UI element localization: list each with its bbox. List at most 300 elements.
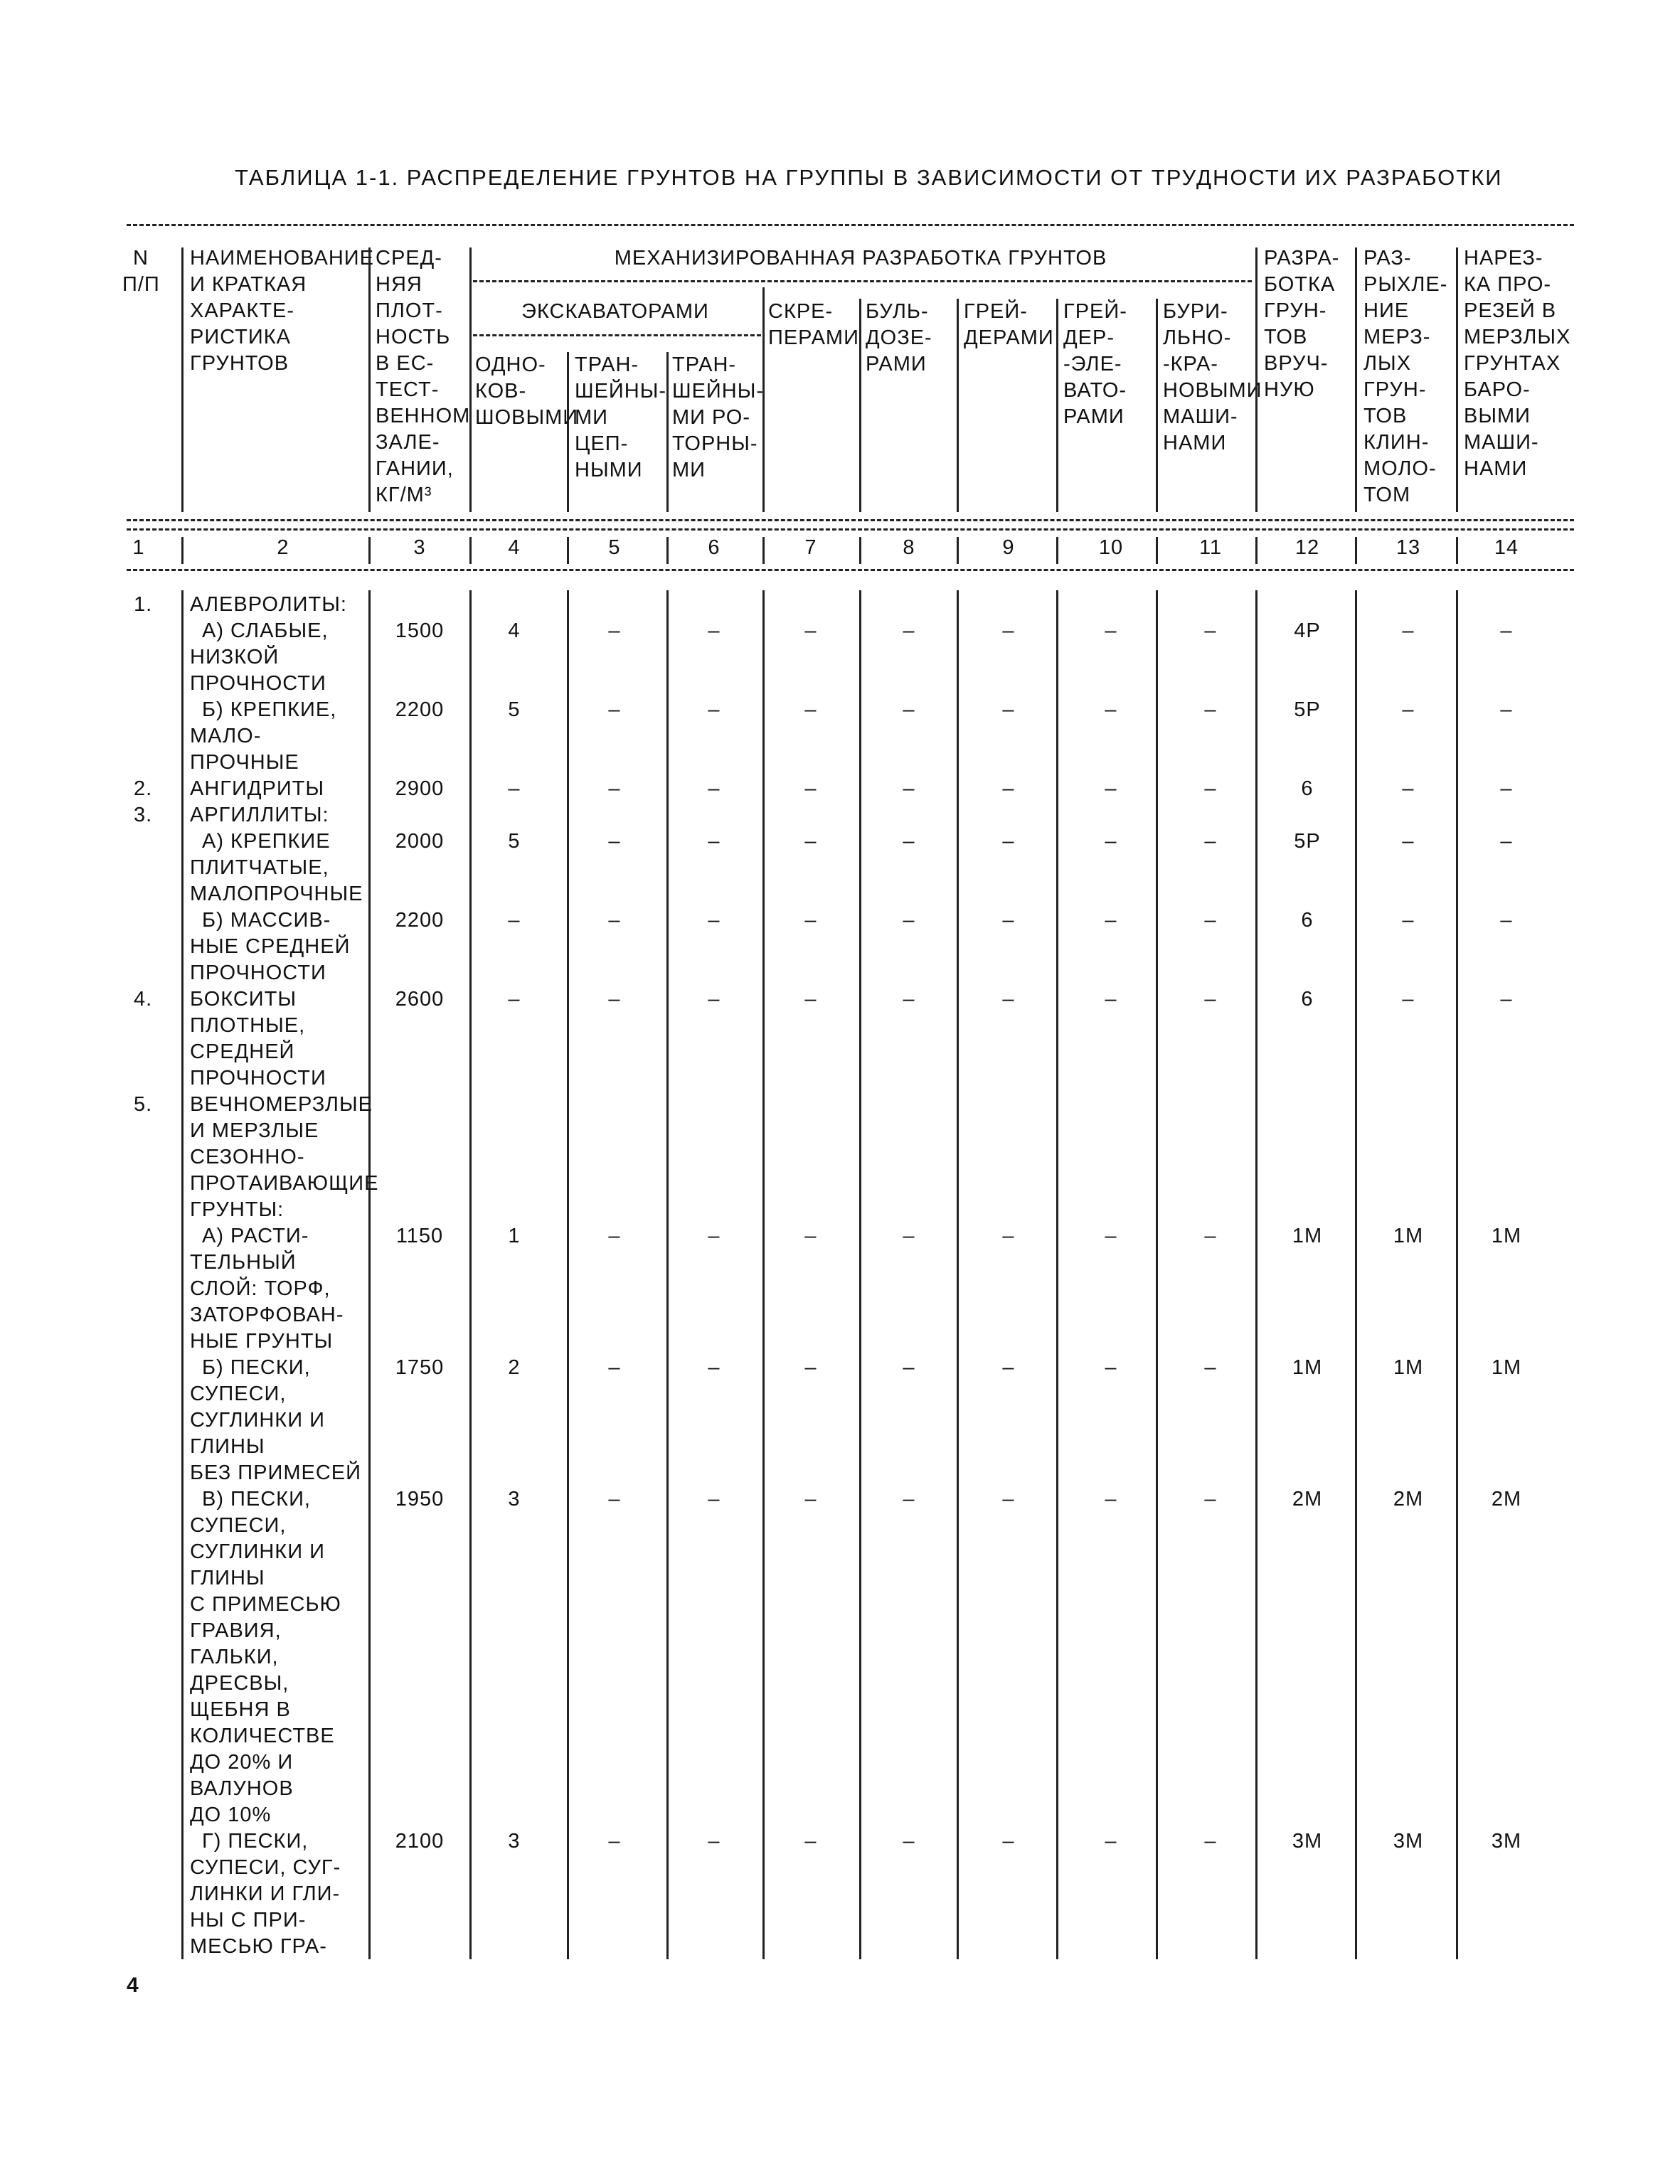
header-divider <box>1456 247 1458 512</box>
row-value: – <box>708 1488 721 1511</box>
row-value: – <box>508 988 521 1011</box>
row-value: – <box>903 909 915 932</box>
header-col4-line: ШОВЫМИ <box>475 406 579 429</box>
row-value: – <box>903 1830 915 1853</box>
row-number: 2. <box>134 777 153 800</box>
header-excavators: ЭКСКАВАТОРАМИ <box>521 300 709 323</box>
header-col1-line: N <box>133 247 149 270</box>
row-value: – <box>1105 988 1117 1011</box>
number-divider <box>1056 537 1058 564</box>
body-divider <box>1456 590 1458 1959</box>
header-col12-line: РАЗРА- <box>1264 247 1340 270</box>
body-divider <box>1355 590 1357 1959</box>
row-value: – <box>804 698 817 721</box>
row-value: – <box>608 1356 621 1379</box>
header-col13-line: ТОМ <box>1363 484 1411 506</box>
row-value: – <box>1500 830 1513 853</box>
row-value: – <box>903 777 915 800</box>
body-divider <box>181 590 184 1959</box>
header-col5-line: ЦЕП- <box>575 432 629 455</box>
row-value: – <box>1002 698 1015 721</box>
header-col14-line: НАРЕЗ- <box>1464 247 1543 270</box>
header-col12-line: ТОВ <box>1264 326 1308 348</box>
page-number: 4 <box>127 1973 139 1997</box>
row-value: – <box>608 830 621 853</box>
header-col4-line: ОДНО- <box>475 353 546 376</box>
row-value: – <box>608 1488 621 1511</box>
row-value: – <box>1002 777 1015 800</box>
row-name-line: КОЛИЧЕСТВЕ <box>190 1725 335 1747</box>
row-name-line: ВАЛУНОВ <box>190 1777 294 1800</box>
body-divider <box>666 590 669 1959</box>
row-value: – <box>804 619 817 642</box>
header-col11-line: МАШИ- <box>1163 405 1238 428</box>
number-divider <box>469 537 472 564</box>
row-value: – <box>608 988 621 1011</box>
header-col14-line: КА ПРО- <box>1464 273 1552 296</box>
row-value: – <box>1105 1830 1117 1853</box>
row-value: – <box>1402 909 1415 932</box>
row-value: – <box>903 619 915 642</box>
row-value: – <box>708 830 721 853</box>
row-value: – <box>804 777 817 800</box>
row-name-line: ПРОТАИВАЮЩИЕ <box>190 1172 379 1195</box>
rule-top <box>127 224 1574 226</box>
number-divider <box>666 537 669 564</box>
header-col11-line: -КРА- <box>1163 353 1218 375</box>
header-col3-line: ЗАЛЕ- <box>376 431 440 454</box>
row-name-line: ПЛОТНЫЕ, <box>190 1014 306 1037</box>
number-divider <box>1156 537 1158 564</box>
row-value: – <box>508 909 521 932</box>
header-col3-line: ВЕННОМ <box>376 405 471 427</box>
header-col9-line: ДЕРАМИ <box>964 326 1054 349</box>
header-divider <box>957 299 959 512</box>
row-value: 6 <box>1301 909 1314 932</box>
header-col3-line: ГАНИИ, <box>376 457 454 480</box>
row-number: 5. <box>134 1093 153 1116</box>
row-name-line: НИЗКОЙ <box>190 646 280 668</box>
header-divider <box>666 352 669 512</box>
header-col13-line: КЛИН- <box>1363 431 1430 454</box>
row-value: 3М <box>1292 1830 1323 1853</box>
header-col6-line: ТРАН- <box>672 353 737 376</box>
row-value: – <box>1002 1830 1015 1853</box>
row-name-line: ГЛИНЫ <box>190 1567 265 1589</box>
row-value: 5 <box>508 698 521 721</box>
row-name-line: НЫЕ ГРУНТЫ <box>190 1330 334 1353</box>
row-value: 1М <box>1292 1356 1323 1379</box>
body-divider <box>469 590 472 1959</box>
row-value: – <box>1204 830 1217 853</box>
row-name-line: ДО 10% <box>190 1804 272 1826</box>
row-value: 6 <box>1301 777 1314 800</box>
row-name-line: СУПЕСИ, <box>190 1514 287 1537</box>
row-value: 1950 <box>395 1488 445 1511</box>
row-value: – <box>708 1225 721 1247</box>
row-value: – <box>508 777 521 800</box>
number-divider <box>1355 537 1357 564</box>
row-value: – <box>708 1830 721 1853</box>
row-name-line: СЛОЙ: ТОРФ, <box>190 1277 331 1300</box>
header-col14-line: МЕРЗЛЫХ <box>1464 326 1571 348</box>
header-col5-line: МИ <box>575 406 609 429</box>
row-value: 1150 <box>395 1225 444 1247</box>
header-col10-line: ГРЕЙ- <box>1063 300 1127 323</box>
row-value: – <box>1500 909 1513 932</box>
rule-excav-under <box>473 334 761 336</box>
row-value: – <box>804 1225 817 1247</box>
row-value: – <box>903 1356 915 1379</box>
row-value: – <box>1105 830 1117 853</box>
header-col14-line: ВЫМИ <box>1464 405 1531 427</box>
header-divider <box>762 299 765 512</box>
header-divider <box>762 287 765 302</box>
row-name-line: Б) ПЕСКИ, <box>202 1356 311 1379</box>
row-name-line: ПЛИТЧАТЫЕ, <box>190 856 329 879</box>
column-number: 10 <box>1098 536 1124 559</box>
row-name-line: ГРАВИЯ, <box>190 1619 282 1642</box>
row-name-line: ГРУНТЫ: <box>190 1198 285 1221</box>
row-name-line: А) РАСТИ- <box>202 1225 309 1247</box>
header-col14-line: ГРУНТАХ <box>1464 352 1561 375</box>
header-col12-line: ВРУЧ- <box>1264 352 1329 375</box>
number-divider <box>1456 537 1458 564</box>
body-divider <box>368 590 371 1959</box>
header-col1-line: П/П <box>122 273 160 296</box>
row-value: 2М <box>1393 1488 1424 1511</box>
row-value: – <box>804 830 817 853</box>
column-number: 11 <box>1198 536 1223 559</box>
row-number: 1. <box>134 593 153 616</box>
column-number: 1 <box>132 536 145 559</box>
row-value: – <box>1204 777 1217 800</box>
header-col11-line: НОВЫМИ <box>1163 379 1262 402</box>
header-col13-line: ГРУН- <box>1363 378 1427 401</box>
header-divider <box>859 299 861 512</box>
row-name-line: ЗАТОРФОВАН- <box>190 1304 344 1326</box>
row-name-line: БОКСИТЫ <box>190 988 297 1011</box>
row-name-line: С ПРИМЕСЬЮ <box>190 1593 341 1616</box>
header-col13-line: ТОВ <box>1363 405 1408 427</box>
row-name-line: НЫЕ СРЕДНЕЙ <box>190 935 351 958</box>
column-number: 9 <box>1002 536 1015 559</box>
row-value: 3 <box>508 1488 521 1511</box>
row-value: 2 <box>508 1356 521 1379</box>
number-divider <box>859 537 861 564</box>
row-value: 1 <box>508 1225 521 1247</box>
row-value: – <box>1204 988 1217 1011</box>
header-divider <box>1156 299 1158 512</box>
row-value: – <box>608 1830 621 1853</box>
header-col6-line: МИ <box>672 459 706 481</box>
header-col3-line: ТЕСТ- <box>376 378 440 401</box>
header-col2-line: ГРУНТОВ <box>190 352 289 375</box>
header-col5-line: ТРАН- <box>575 353 639 376</box>
column-number: 8 <box>903 536 915 559</box>
header-mechanized: МЕХАНИЗИРОВАННАЯ РАЗРАБОТКА ГРУНТОВ <box>614 247 1107 270</box>
header-col12-line: БОТКА <box>1264 273 1336 296</box>
header-divider <box>181 247 184 512</box>
row-value: – <box>708 777 721 800</box>
row-value: 2100 <box>395 1830 445 1853</box>
header-col8-line: РАМИ <box>866 353 927 375</box>
row-value: – <box>804 988 817 1011</box>
row-name-line: НЫ С ПРИ- <box>190 1909 307 1932</box>
row-value: – <box>708 1356 721 1379</box>
header-col14-line: НАМИ <box>1464 457 1528 480</box>
header-col2-line: ХАРАКТЕ- <box>190 299 295 322</box>
row-name-line: АРГИЛЛИТЫ: <box>190 804 329 826</box>
number-divider <box>957 537 959 564</box>
header-col13-line: ЛЫХ <box>1363 352 1412 375</box>
row-value: – <box>1204 619 1217 642</box>
row-value: – <box>1002 988 1015 1011</box>
row-value: – <box>903 1488 915 1511</box>
body-divider <box>1156 590 1158 1959</box>
row-name-line: ПРОЧНОСТИ <box>190 962 326 984</box>
header-col7-line: СКРЕ- <box>768 300 834 323</box>
header-col10-line: РАМИ <box>1063 405 1125 428</box>
column-number: 12 <box>1294 536 1320 559</box>
header-col6-line: МИ РО- <box>672 406 750 429</box>
header-col14-line: РЕЗЕЙ В <box>1464 299 1557 322</box>
number-divider <box>181 537 184 564</box>
header-col6-line: ТОРНЫ- <box>672 432 758 455</box>
row-name-line: СУГЛИНКИ И <box>190 1540 325 1563</box>
header-col10-line: ДЕР- <box>1063 326 1115 349</box>
header-col14-line: МАШИ- <box>1464 431 1539 454</box>
rule-header-bottom-2 <box>127 528 1574 531</box>
header-col3-line: НЯЯ <box>376 273 422 296</box>
row-value: – <box>1500 619 1513 642</box>
row-name-line: ТЕЛЬНЫЙ <box>190 1251 297 1274</box>
row-value: – <box>608 698 621 721</box>
row-value: – <box>804 909 817 932</box>
body-divider <box>859 590 861 1959</box>
row-value: 4 <box>508 619 521 642</box>
row-name-line: ДО 20% И <box>190 1751 294 1774</box>
column-number: 5 <box>608 536 621 559</box>
row-value: – <box>1002 909 1015 932</box>
header-col13-line: НИЕ <box>1363 299 1410 322</box>
row-name-line: АНГИДРИТЫ <box>190 777 325 800</box>
header-col9-line: ГРЕЙ- <box>964 300 1028 323</box>
header-col11-line: БУРИ- <box>1163 300 1228 323</box>
row-value: – <box>1002 1488 1015 1511</box>
header-col3-line: СРЕД- <box>376 247 442 270</box>
row-value: 1М <box>1292 1225 1323 1247</box>
row-value: – <box>608 909 621 932</box>
row-value: 2200 <box>395 909 445 932</box>
row-name-line: МЕСЬЮ ГРА- <box>190 1935 327 1958</box>
header-col8-line: БУЛЬ- <box>866 300 929 323</box>
row-value: 3 <box>508 1830 521 1853</box>
row-value: 1М <box>1393 1356 1424 1379</box>
row-name-line: ЩЕБНЯ В <box>190 1698 291 1721</box>
row-value: – <box>608 619 621 642</box>
row-value: – <box>1105 1488 1117 1511</box>
row-value: – <box>903 1225 915 1247</box>
header-col7-line: ПЕРАМИ <box>768 326 859 349</box>
row-value: – <box>1402 698 1415 721</box>
row-value: – <box>804 1356 817 1379</box>
row-value: – <box>1002 830 1015 853</box>
row-value: – <box>1402 830 1415 853</box>
row-name-line: Г) ПЕСКИ, <box>202 1830 309 1853</box>
row-value: – <box>1105 777 1117 800</box>
header-col8-line: ДОЗЕ- <box>866 326 932 349</box>
row-value: 1750 <box>395 1356 445 1379</box>
header-col10-line: ВАТО- <box>1063 379 1127 402</box>
header-col5-line: НЫМИ <box>575 459 643 481</box>
row-value: – <box>608 777 621 800</box>
row-value: – <box>1105 698 1117 721</box>
row-number: 3. <box>134 804 153 826</box>
row-value: 5Р <box>1294 698 1321 721</box>
header-divider <box>1056 299 1058 512</box>
row-name-line: МАЛОПРОЧНЫЕ <box>190 883 363 905</box>
row-value: – <box>1002 619 1015 642</box>
row-name-line: ГАЛЬКИ, <box>190 1646 279 1668</box>
row-name-line: АЛЕВРОЛИТЫ: <box>190 593 347 616</box>
row-value: – <box>1105 619 1117 642</box>
column-number: 4 <box>508 536 521 559</box>
row-value: – <box>708 909 721 932</box>
row-name-line: Б) КРЕПКИЕ, <box>202 698 337 721</box>
row-name-line: БЕЗ ПРИМЕСЕЙ <box>190 1461 361 1484</box>
row-value: – <box>1105 1225 1117 1247</box>
rule-header-bottom <box>127 519 1574 521</box>
row-value: – <box>608 1225 621 1247</box>
row-value: – <box>1402 619 1415 642</box>
row-value: – <box>1204 1488 1217 1511</box>
row-value: 2600 <box>395 988 445 1011</box>
row-name-line: СУГЛИНКИ И <box>190 1409 325 1432</box>
header-col10-line: -ЭЛЕ- <box>1063 353 1122 375</box>
row-value: 5 <box>508 830 521 853</box>
header-divider <box>1355 247 1357 512</box>
header-col12-line: НУЮ <box>1264 378 1315 401</box>
row-value: 4Р <box>1294 619 1321 642</box>
header-divider <box>567 352 569 512</box>
row-value: – <box>1500 698 1513 721</box>
row-value: – <box>1204 909 1217 932</box>
row-name-line: СРЕДНЕЙ <box>190 1040 295 1063</box>
row-name-line: ПРОЧНЫЕ <box>190 751 299 774</box>
column-number: 13 <box>1395 536 1421 559</box>
header-col11-line: НАМИ <box>1163 432 1227 454</box>
header-col2-line: НАИМЕНОВАНИЕ <box>190 247 374 270</box>
row-value: – <box>1402 988 1415 1011</box>
row-value: – <box>708 619 721 642</box>
row-value: – <box>708 698 721 721</box>
row-value: 2000 <box>395 830 445 853</box>
number-divider <box>762 537 765 564</box>
row-name-line: ДРЕСВЫ, <box>190 1672 289 1695</box>
row-value: 3М <box>1393 1830 1424 1853</box>
header-divider <box>1255 247 1258 512</box>
row-value: – <box>1500 777 1513 800</box>
column-number: 6 <box>708 536 721 559</box>
header-col13-line: РЫХЛЕ- <box>1363 273 1448 296</box>
row-value: 1М <box>1491 1225 1522 1247</box>
column-number: 2 <box>277 536 289 559</box>
row-value: – <box>1105 909 1117 932</box>
row-name-line: ЛИНКИ И ГЛИ- <box>190 1882 341 1905</box>
header-col2-line: РИСТИКА <box>190 326 291 348</box>
row-name-line: ПРОЧНОСТИ <box>190 1067 326 1090</box>
number-divider <box>368 537 371 564</box>
row-name-line: ПРОЧНОСТИ <box>190 672 326 695</box>
row-name-line: А) СЛАБЫЕ, <box>202 619 329 642</box>
row-value: – <box>1204 698 1217 721</box>
row-name-line: СУПЕСИ, СУГ- <box>190 1856 341 1879</box>
header-col5-line: ШЕЙНЫ- <box>575 380 667 403</box>
row-name-line: И МЕРЗЛЫЕ <box>190 1119 319 1142</box>
body-divider <box>762 590 765 1959</box>
row-value: 3М <box>1491 1830 1522 1853</box>
header-col3-line: ПЛОТ- <box>376 299 443 322</box>
header-col13-line: РАЗ- <box>1363 247 1412 270</box>
header-col13-line: МОЛО- <box>1363 457 1437 480</box>
header-divider <box>469 247 472 512</box>
row-value: 1500 <box>395 619 445 642</box>
header-col12-line: ГРУН- <box>1264 299 1327 322</box>
row-value: – <box>708 988 721 1011</box>
row-number: 4. <box>134 988 153 1011</box>
rule-mech-under <box>473 280 1252 282</box>
column-number: 14 <box>1494 536 1519 559</box>
body-divider <box>1255 590 1258 1959</box>
body-divider <box>1056 590 1058 1959</box>
header-col14-line: БАРО- <box>1464 378 1531 401</box>
header-col4-line: КОВ- <box>475 380 527 403</box>
row-value: – <box>903 988 915 1011</box>
header-col6-line: ШЕЙНЫ- <box>672 380 765 403</box>
rule-numbers-bottom <box>127 569 1574 571</box>
header-divider <box>368 247 371 512</box>
row-value: 2900 <box>395 777 445 800</box>
row-value: – <box>903 830 915 853</box>
body-divider <box>957 590 959 1959</box>
body-divider <box>567 590 569 1959</box>
row-value: 2М <box>1491 1488 1522 1511</box>
row-value: 1М <box>1393 1225 1424 1247</box>
row-value: – <box>1500 988 1513 1011</box>
row-name-line: Б) МАССИВ- <box>202 909 331 932</box>
row-name-line: ВЕЧНОМЕРЗЛЫЕ <box>190 1093 373 1116</box>
row-value: – <box>1402 777 1415 800</box>
header-col11-line: ЛЬНО- <box>1163 326 1232 349</box>
row-value: – <box>1204 1830 1217 1853</box>
row-value: 5Р <box>1294 830 1321 853</box>
column-number: 3 <box>413 536 426 559</box>
row-name-line: СУПЕСИ, <box>190 1383 287 1405</box>
row-name-line: ГЛИНЫ <box>190 1435 265 1458</box>
row-value: 2М <box>1292 1488 1323 1511</box>
row-value: – <box>903 698 915 721</box>
header-col3-line: НОСТЬ <box>376 326 451 348</box>
number-divider <box>567 537 569 564</box>
row-value: – <box>1204 1356 1217 1379</box>
table-title: ТАБЛИЦА 1-1. РАСПРЕДЕЛЕНИЕ ГРУНТОВ НА ГРУППЫ В ЗАВИСИМОСТИ ОТ ТРУДНОСТИ ИХ РАЗРАБОТКИ <box>235 165 1503 190</box>
row-value: – <box>804 1830 817 1853</box>
number-divider <box>1255 537 1258 564</box>
header-col13-line: МЕРЗ- <box>1363 326 1431 348</box>
row-value: – <box>804 1488 817 1511</box>
header-col3-line: В ЕС- <box>376 352 435 375</box>
